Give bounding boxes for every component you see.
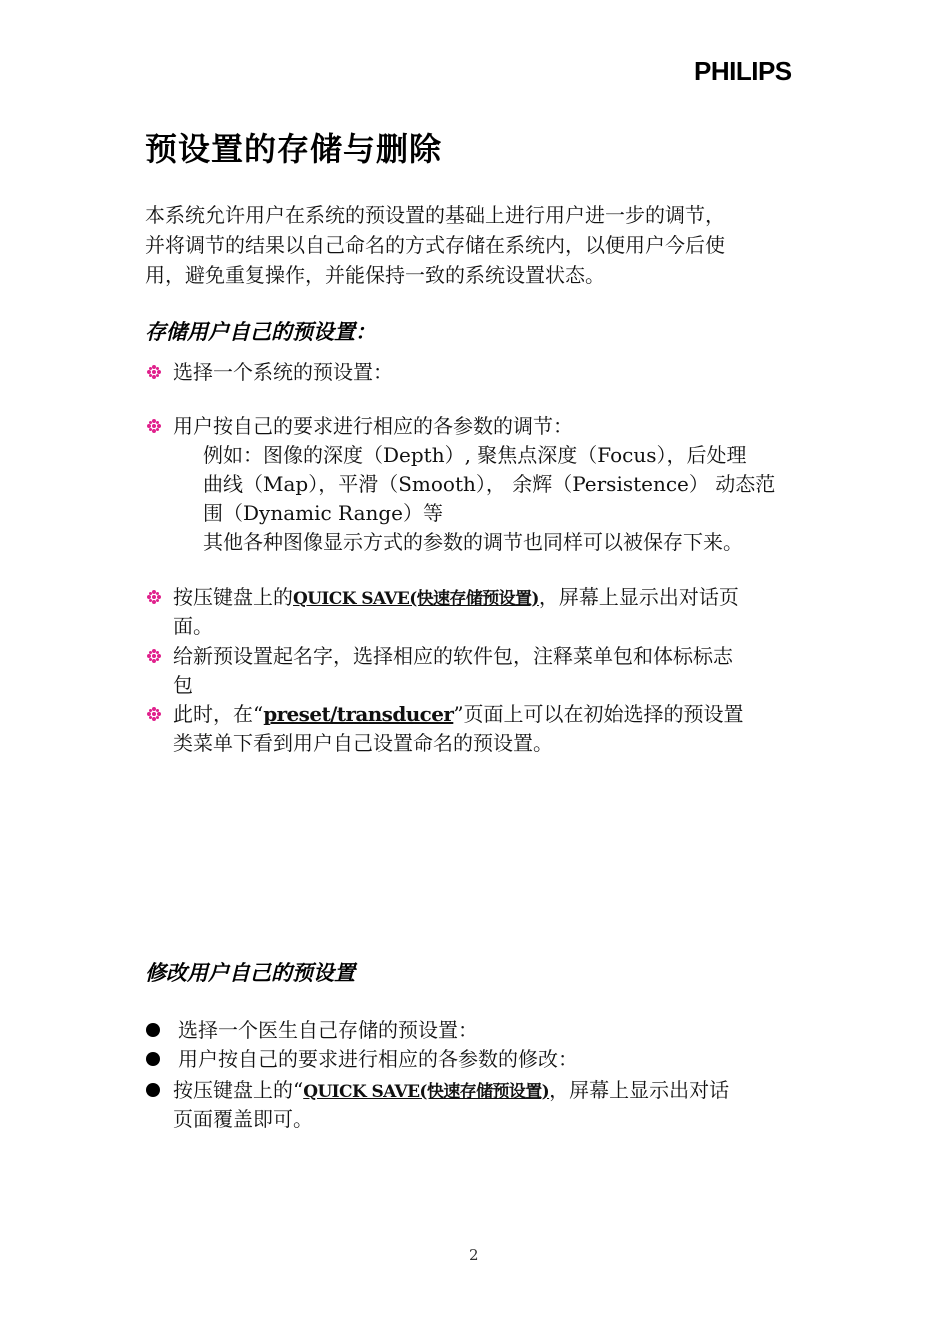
bullet-quick-save (173, 583, 739, 614)
page-number: 2 (469, 1246, 479, 1264)
bullet-continuation: 包 (173, 673, 193, 697)
philips-logo: PHILIPS (694, 56, 792, 86)
flower-bullet-icon (146, 364, 162, 380)
item-modify-params: 用户按自己的要求进行相应的各参数的修改： (178, 1047, 578, 1071)
intro-line: 用，避免重复操作，并能保持一致的系统设置状态。 (145, 263, 605, 287)
section-heading-modify: 修改用户自己的预设置 (145, 961, 355, 985)
item-quick-save (173, 1076, 729, 1107)
filled-dot-icon (146, 1052, 160, 1066)
item-select-doctor-preset: 选择一个医生自己存储的预设置： (178, 1018, 478, 1042)
filled-dot-icon (146, 1023, 160, 1037)
item-text: 按压键盘上的“ (173, 1078, 304, 1102)
bullet-select-preset: 选择一个系统的预设置： (173, 360, 393, 384)
example-line: 围（Dynamic Range）等 (203, 501, 444, 525)
bullet-text: 此时，在“ (173, 702, 264, 726)
bullet-adjust-params: 用户按自己的要求进行相应的各参数的调节： (173, 414, 573, 438)
bullet-continuation: 类菜单下看到用户自己设置命名的预设置。 (173, 731, 553, 755)
bullet-name-preset: 给新预设置起名字，选择相应的软件包，注释菜单包和体标标志 (173, 644, 733, 668)
page-title: 预设置的存储与删除 (145, 130, 443, 168)
item-text: ，屏幕上显示出对话 (549, 1078, 730, 1102)
preset-transducer-keyword: preset/transducer (263, 702, 454, 726)
example-line: 例如：图像的深度（Depth）, 聚焦点深度（Focus），后处理 (203, 443, 747, 467)
section-heading-save: 存储用户自己的预设置： (145, 320, 376, 344)
example-line: 曲线（Map），平滑（Smooth）， 余辉（Persistence） 动态范 (203, 472, 776, 496)
bullet-preset-transducer (173, 700, 744, 729)
flower-bullet-icon (146, 648, 162, 664)
bullet-text: ，屏幕上显示出对话页 (538, 585, 739, 609)
intro-line: 并将调节的结果以自己命名的方式存储在系统内，以便用户今后使 (145, 233, 725, 257)
filled-dot-icon (146, 1083, 160, 1097)
item-continuation: 页面覆盖即可。 (173, 1107, 313, 1131)
quick-save-keyword: QUICK SAVE(快速存储预设置) (293, 589, 539, 609)
bullet-text: 按压键盘上的 (173, 585, 293, 609)
intro-line: 本系统允许用户在系统的预设置的基础上进行用户进一步的调节， (145, 203, 725, 227)
intro-paragraph (145, 200, 825, 290)
flower-bullet-icon (146, 589, 162, 605)
bullet-text: ”页面上可以在初始选择的预设置 (453, 702, 744, 726)
bullet-continuation: 面。 (173, 614, 213, 638)
flower-bullet-icon (146, 418, 162, 434)
example-line: 其他各种图像显示方式的参数的调节也同样可以被保存下来。 (203, 530, 743, 554)
quick-save-keyword: QUICK SAVE(快速存储预设置) (303, 1082, 550, 1102)
flower-bullet-icon (146, 706, 162, 722)
